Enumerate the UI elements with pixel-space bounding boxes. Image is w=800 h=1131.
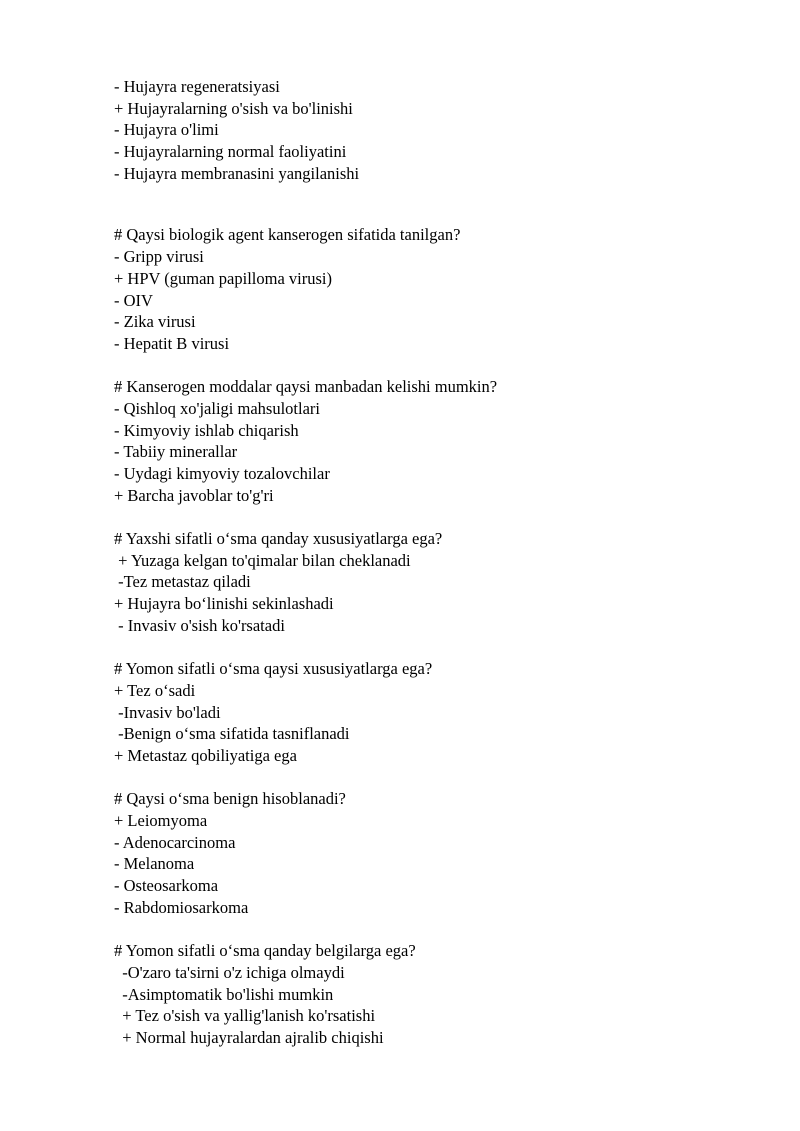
- spacer: [114, 767, 754, 789]
- question-text: # Yomon sifatli o‘sma qaysi xususiyatlarga ega?: [114, 659, 433, 679]
- spacer: [114, 637, 754, 659]
- answer-option: - Uydagi kimyoviy tozalovchilar: [114, 464, 330, 483]
- answer-option: - Kimyoviy ishlab chiqarish: [114, 420, 299, 440]
- answer-option: + Normal hujayralardan ajralib chiqishi: [114, 1027, 384, 1047]
- answer-option: - Hujayra o'limi: [114, 120, 219, 140]
- answer-option: + Tez o'sish va yallig'lanish ko'rsatishi: [114, 1006, 376, 1026]
- answer-option: - Tabiiy minerallar: [114, 442, 238, 462]
- question-block: [114, 940, 754, 1048]
- spacer: [114, 918, 754, 940]
- answer-option: + Tez o‘sadi: [114, 680, 196, 700]
- question-text: # Kanserogen moddalar qaysi manbadan kelishi mumkin?: [114, 377, 498, 397]
- answer-option: -Asimptomatik bo'lishi mumkin: [114, 984, 334, 1004]
- answer-option: - OIV: [114, 290, 153, 310]
- answer-option: + HPV (guman papilloma virusi): [114, 268, 332, 288]
- answer-option: + Metastaz qobiliyatiga ega: [114, 745, 297, 765]
- answer-option: -O'zaro ta'sirni o'z ichiga olmaydi: [114, 962, 345, 982]
- answer-option: - Rabdomiosarkoma: [114, 897, 249, 917]
- question-block: [114, 658, 754, 766]
- question-block: [114, 528, 754, 636]
- question-block: [114, 76, 754, 184]
- answer-option: - Hepatit B virusi: [114, 333, 230, 353]
- question-block: [114, 376, 754, 506]
- answer-option: -Benign o‘sma sifatida tasniflanadi: [114, 724, 350, 744]
- question-text: # Qaysi biologik agent kanserogen sifatida tanilgan?: [114, 225, 461, 245]
- answer-option: + Hujayralarning o'sish va bo'linishi: [114, 98, 353, 118]
- answer-option: + Leiomyoma: [114, 811, 208, 830]
- document-page: [114, 76, 754, 1049]
- answer-option: -Tez metastaz qiladi: [114, 572, 251, 592]
- answer-option: - Osteosarkoma: [114, 876, 219, 896]
- answer-option: - Hujayra membranasini yangilanishi: [114, 163, 360, 183]
- answer-option: + Barcha javoblar to'g'ri: [114, 485, 274, 505]
- answer-option: - Melanoma: [114, 854, 195, 874]
- answer-option: - Hujayra regeneratsiyasi: [114, 77, 280, 96]
- answer-option: - Adenocarcinoma: [114, 832, 236, 852]
- question-text: # Yaxshi sifatli o‘sma qanday xususiyatlarga ega?: [114, 529, 443, 549]
- answer-option: - Invasiv o'sish ko'rsatadi: [114, 615, 285, 635]
- question-block: [114, 788, 754, 918]
- question-block: [114, 224, 754, 354]
- spacer: [114, 506, 754, 528]
- spacer: [114, 184, 754, 224]
- answer-option: + Hujayra bo‘linishi sekinlashadi: [114, 594, 334, 614]
- answer-option: -Invasiv bo'ladi: [114, 702, 221, 722]
- spacer: [114, 355, 754, 377]
- answer-option: - Gripp virusi: [114, 247, 204, 267]
- question-text: # Yomon sifatli o‘sma qanday belgilarga ega?: [114, 941, 416, 961]
- answer-option: - Hujayralarning normal faoliyatini: [114, 142, 347, 162]
- answer-option: + Yuzaga kelgan to'qimalar bilan cheklanadi: [114, 550, 411, 570]
- question-text: # Qaysi o‘sma benign hisoblanadi?: [114, 789, 346, 809]
- answer-option: - Zika virusi: [114, 312, 196, 332]
- answer-option: - Qishloq xo'jaligi mahsulotlari: [114, 398, 320, 418]
